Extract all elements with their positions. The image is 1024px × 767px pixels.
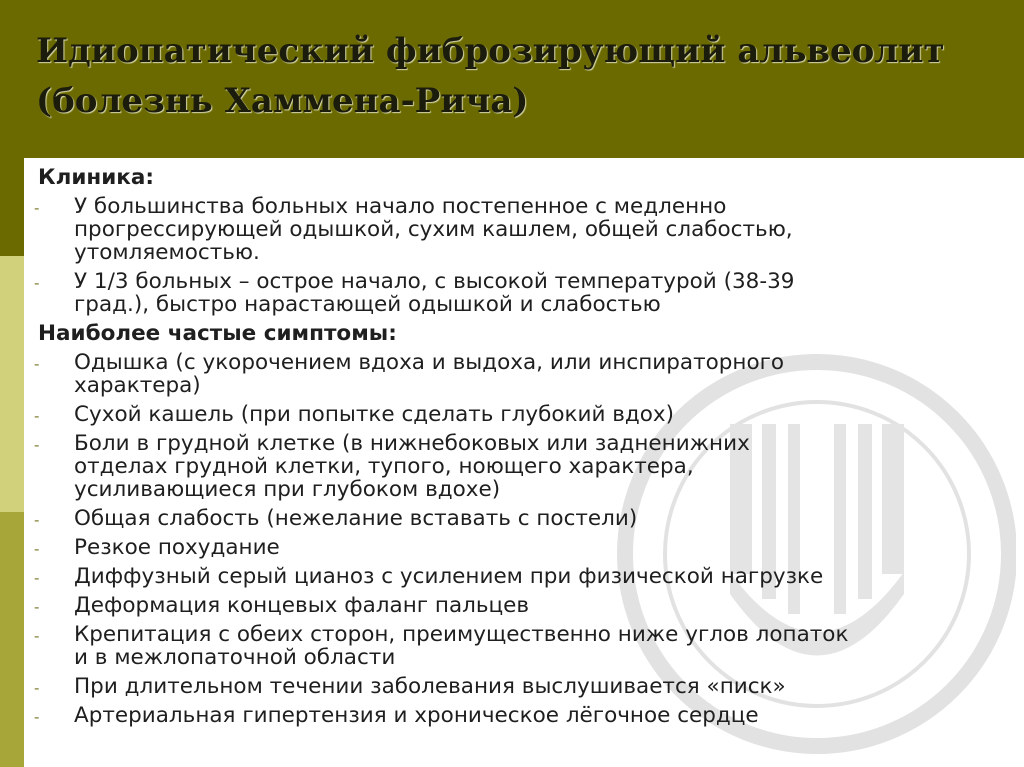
bullet-dash-icon: - <box>34 436 40 454</box>
list-item <box>34 703 998 728</box>
list-item-line: У большинства больных начало постепенное с медленно <box>74 194 727 219</box>
list-item-line: У 1/3 больных – острое начало, с высокой температурой (38-39 <box>74 269 795 294</box>
list-item-line: Деформация концевых фаланг пальцев <box>74 593 530 618</box>
list-item <box>34 431 998 502</box>
bullet-dash-icon: - <box>34 199 40 217</box>
list-item-line: усиливающиеся при глубоком вдохе) <box>74 477 501 502</box>
list-item <box>34 564 998 589</box>
list-item-line: Артериальная гипертензия и хроническое лёгочное сердце <box>74 703 759 728</box>
slide-content <box>34 165 998 733</box>
bullet-dash-icon: - <box>34 511 40 529</box>
section-heading: Клиника: <box>38 165 155 190</box>
list-item-line: утомляемостью. <box>74 240 260 265</box>
bullet-dash-icon: - <box>34 708 40 726</box>
title-line-2: (болезнь Хаммена-Рича) <box>36 81 529 121</box>
list-item-line: прогрессирующей одышкой, сухим кашлем, общей слабостью, <box>74 217 793 242</box>
bullet-dash-icon: - <box>34 355 40 373</box>
bullet-dash-icon: - <box>34 569 40 587</box>
left-decor-strip <box>0 512 24 767</box>
list-item <box>34 269 998 317</box>
list-item-line: Сухой кашель (при попытке сделать глубокий вдох) <box>74 402 675 427</box>
list-item-line: характера) <box>74 373 201 398</box>
list-item <box>34 402 998 427</box>
list-item-line: Боли в грудной клетке (в нижнебоковых или задненижних <box>74 431 750 456</box>
list-item <box>34 506 998 531</box>
list-item-line: Одышка (с укорочением вдоха и выдоха, или инспираторного <box>74 350 785 375</box>
list-item <box>34 350 998 398</box>
bullet-dash-icon: - <box>34 540 40 558</box>
slide-title <box>36 26 996 126</box>
left-decor-strip <box>0 158 24 256</box>
list-item-line: При длительном течении заболевания выслушивается «писк» <box>74 674 786 699</box>
bullet-dash-icon: - <box>34 598 40 616</box>
bullet-dash-icon: - <box>34 679 40 697</box>
left-decor-strip <box>0 256 24 512</box>
list-item-line: отделах грудной клетки, тупого, ноющего характера, <box>74 454 694 479</box>
list-item <box>34 674 998 699</box>
list-item <box>34 535 998 560</box>
list-item-line: Резкое похудание <box>74 535 280 560</box>
bullet-dash-icon: - <box>34 407 40 425</box>
bullet-dash-icon: - <box>34 627 40 645</box>
list-item <box>34 622 998 670</box>
list-item-line: Общая слабость (нежелание вставать с постели) <box>74 506 638 531</box>
list-item-line: град.), быстро нарастающей одышкой и слабостью <box>74 292 661 317</box>
list-item-line: Диффузный серый цианоз с усилением при физической нагрузке <box>74 564 824 589</box>
list-item <box>34 194 998 265</box>
list-item-line: и в межлопаточной области <box>74 645 396 670</box>
title-line-1: Идиопатический фиброзирующий альвеолит <box>36 31 945 71</box>
list-item <box>34 593 998 618</box>
list-item-line: Крепитация с обеих сторон, преимущественно ниже углов лопаток <box>74 622 849 647</box>
bullet-dash-icon: - <box>34 274 40 292</box>
section-heading: Наиболее частые симптомы: <box>38 321 397 346</box>
